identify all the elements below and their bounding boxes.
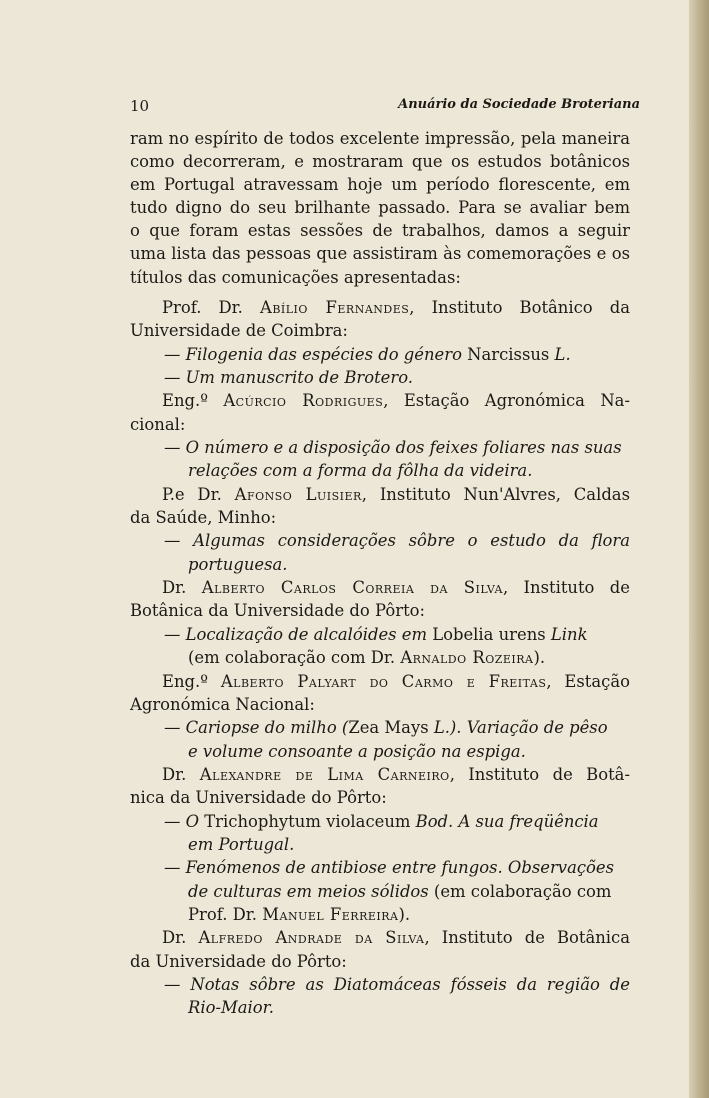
communication-title [130, 810, 630, 833]
participant-line [130, 763, 630, 786]
communication-title [130, 343, 630, 366]
affiliation-text: , Instituto de Botânica [424, 928, 630, 948]
intro-line: o que foram estas sessões de trabalhos, damos a seguir [130, 221, 630, 241]
participant-name: Alberto Carlos Correia da Silva [201, 578, 503, 598]
title-text: — Localização de alcalóides em [164, 624, 433, 644]
title-text: Dr. [162, 578, 202, 598]
communication-title: — Notas sôbre as Diatomáceas fósseis da região de [164, 974, 630, 994]
participant-name: Abílio Fernandes [259, 298, 410, 317]
participant-line [130, 296, 630, 319]
communication-title: — O número e a disposição dos feixes foliares nas suas [164, 438, 622, 458]
participant-line [130, 483, 630, 506]
intro-line: ram no espírito de todos excelente impressão, pela maneira [130, 129, 630, 148]
species-name: Zea Mays [348, 718, 429, 738]
communication-title [130, 623, 630, 646]
running-header [130, 97, 640, 115]
note-text: ). [398, 904, 411, 924]
title-text: Dr. [162, 764, 200, 784]
title-text: Bod. A sua freqüência [410, 811, 599, 831]
title-text: P.e Dr. [162, 484, 235, 504]
communication-title: Rio-Maior. [188, 998, 274, 1018]
affiliation-line: cional: [130, 414, 186, 434]
title-text: Eng.º [162, 391, 224, 411]
title-text: Prof. Dr. [162, 298, 260, 317]
species-name: Narcissus [467, 344, 550, 364]
title-text: — Filogenia das espécies do género [164, 344, 468, 364]
affiliation-line: nica da Universidade do Pôrto: [130, 788, 387, 808]
affiliation-line: Botânica da Universidade do Pôrto: [130, 601, 426, 621]
communication-title: e volume consoante a posição na espiga. [188, 741, 526, 761]
affiliation-text: , Instituto de [502, 578, 630, 598]
intro-line: uma lista das pessoas que assistiram às comemorações e os [130, 244, 630, 264]
title-text: L. [549, 344, 571, 364]
affiliation-line: Universidade de Coimbra: [130, 321, 348, 341]
title-text: L.). Variação de pêso [428, 718, 608, 738]
communication-title: — Um manuscrito de Brotero. [164, 368, 413, 388]
intro-paragraph [130, 127, 630, 289]
participants-list [130, 296, 630, 1020]
species-name: Trichophytum violaceum [204, 811, 411, 831]
affiliation-line: da Saúde, Minho: [130, 508, 277, 528]
communication-title: — Algumas considerações sôbre o estudo da flora [164, 531, 630, 551]
participant-name: Alberto Palyart do Carmo e Freitas [220, 671, 547, 691]
communication-title: relações com a forma da fôlha da videira. [188, 461, 533, 481]
note-text: (em colaboração com Dr. [188, 648, 401, 668]
participant-name: Acúrcio Rodrigues [223, 391, 384, 411]
page-edge-shadow [689, 0, 709, 1098]
participant-line [130, 576, 630, 599]
collaborator-name: Manuel Ferreira [262, 904, 399, 924]
species-name: Lobelia urens [432, 624, 546, 644]
title-text: — O [164, 811, 205, 831]
participant-name: Alfredo Andrade da Silva [198, 928, 425, 948]
title-text: — Cariopse do milho ( [164, 718, 349, 738]
intro-line: tudo digno do seu brilhante passado. Para se avaliar bem [130, 198, 630, 218]
affiliation-text: , Instituto Botânico da [409, 298, 630, 317]
page-number: 10 [130, 97, 150, 115]
title-text: de culturas em meios sólidos [188, 881, 429, 901]
note-text: ). [533, 648, 546, 668]
affiliation-line: da Universidade do Pôrto: [130, 951, 347, 971]
collaboration-note [130, 646, 630, 669]
intro-line: em Portugal atravessam hoje um período florescente, em [130, 175, 630, 195]
communication-title [130, 716, 630, 739]
collaborator-name: Arnaldo Rozeira [400, 648, 534, 668]
participant-line [130, 389, 630, 412]
intro-line: títulos das comunicações apresentadas: [130, 267, 461, 287]
affiliation-text: , Estação [546, 671, 630, 691]
communication-title: portuguesa. [188, 554, 288, 574]
participant-name: Alexandre de Lima Carneiro [199, 764, 450, 784]
intro-line: como decorreram, e mostraram que os estudos botânicos [130, 152, 630, 172]
title-text: Eng.º [162, 671, 221, 691]
affiliation-line: Agronómica Nacional: [130, 694, 315, 714]
title-text: Dr. [162, 928, 199, 948]
participant-name: Afonso Luisier [234, 484, 362, 504]
affiliation-text: , Instituto de Botâ- [449, 764, 630, 784]
communication-title: — Fenómenos de antibiose entre fungos. Observações [164, 858, 614, 878]
collaboration-note [130, 903, 630, 926]
note-text: Prof. Dr. [188, 904, 263, 924]
journal-title: Anuário da Sociedade Broteriana [398, 97, 640, 112]
title-text: Link [545, 624, 588, 644]
participant-line [130, 670, 630, 693]
participant-line [130, 926, 630, 949]
communication-title: em Portugal. [188, 834, 295, 854]
note-text: (em colaboração com [428, 881, 612, 901]
affiliation-text: , Instituto Nun'Alvres, Caldas [361, 484, 630, 504]
affiliation-text: , Estação Agronómica Na- [383, 391, 630, 411]
collaboration-note [130, 880, 630, 903]
